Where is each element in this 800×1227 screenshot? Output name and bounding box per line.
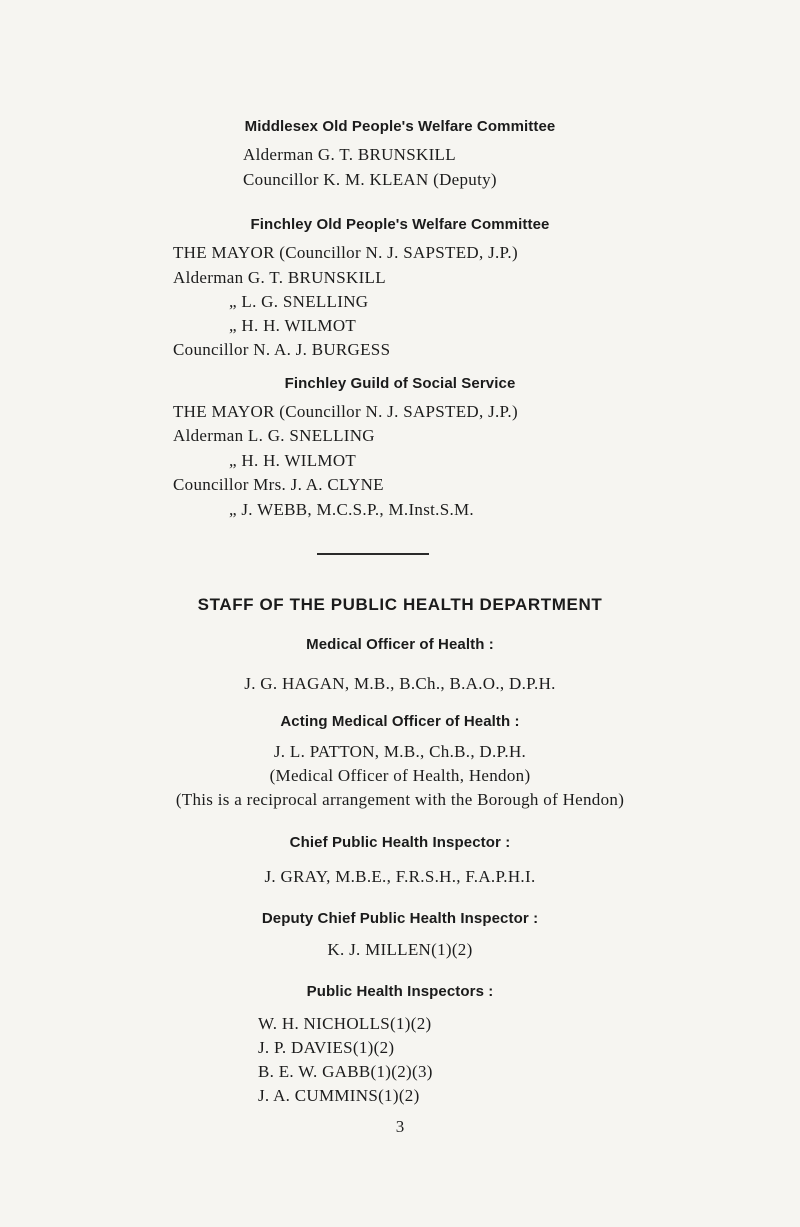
staff-role-heading: Public Health Inspectors : bbox=[306, 983, 494, 1000]
committee-heading: Middlesex Old People's Welfare Committee bbox=[244, 118, 556, 135]
committee-member: Councillor K. M. KLEAN (Deputy) bbox=[243, 170, 497, 189]
staff-name: J. L. PATTON, M.B., Ch.B., D.P.H. bbox=[273, 742, 527, 761]
staff-note: (Medical Officer of Health, Hendon) bbox=[269, 766, 531, 785]
staff-role-heading: Deputy Chief Public Health Inspector : bbox=[261, 910, 539, 927]
section-divider bbox=[317, 553, 429, 555]
staff-title: STAFF OF THE PUBLIC HEALTH DEPARTMENT bbox=[197, 595, 603, 614]
staff-role-heading: Acting Medical Officer of Health : bbox=[280, 713, 520, 730]
staff-name: W. H. NICHOLLS(1)(2) bbox=[258, 1014, 432, 1033]
committee-member: Alderman G. T. BRUNSKILL bbox=[243, 145, 456, 164]
committee-heading: Finchley Old People's Welfare Committee bbox=[250, 216, 550, 233]
staff-name: J. G. HAGAN, M.B., B.Ch., B.A.O., D.P.H. bbox=[244, 674, 556, 693]
staff-name: K. J. MILLEN(1)(2) bbox=[327, 940, 473, 959]
staff-name: J. A. CUMMINS(1)(2) bbox=[258, 1086, 420, 1105]
staff-name: J. P. DAVIES(1)(2) bbox=[258, 1038, 395, 1057]
committee-member: „ J. WEBB, M.C.S.P., M.Inst.S.M. bbox=[229, 500, 474, 519]
staff-role-heading: Medical Officer of Health : bbox=[306, 636, 494, 653]
committee-member: THE MAYOR (Councillor N. J. SAPSTED, J.P.) bbox=[173, 402, 518, 421]
committee-member: „ L. G. SNELLING bbox=[229, 292, 369, 311]
committee-member: Councillor Mrs. J. A. CLYNE bbox=[173, 475, 384, 494]
staff-name: J. GRAY, M.B.E., F.R.S.H., F.A.P.H.I. bbox=[264, 867, 536, 886]
committee-member: THE MAYOR (Councillor N. J. SAPSTED, J.P.) bbox=[173, 243, 518, 262]
committee-member: Councillor N. A. J. BURGESS bbox=[173, 340, 391, 359]
staff-name: B. E. W. GABB(1)(2)(3) bbox=[258, 1062, 433, 1081]
committee-member: „ H. H. WILMOT bbox=[229, 316, 357, 335]
staff-note: (This is a reciprocal arrangement with the Borough of Hendon) bbox=[175, 790, 625, 809]
committee-member: Alderman G. T. BRUNSKILL bbox=[173, 268, 386, 287]
staff-role-heading: Chief Public Health Inspector : bbox=[289, 834, 511, 851]
committee-heading: Finchley Guild of Social Service bbox=[284, 375, 516, 392]
page-number: 3 bbox=[395, 1117, 405, 1136]
committee-member: „ H. H. WILMOT bbox=[229, 451, 357, 470]
committee-member: Alderman L. G. SNELLING bbox=[173, 426, 375, 445]
